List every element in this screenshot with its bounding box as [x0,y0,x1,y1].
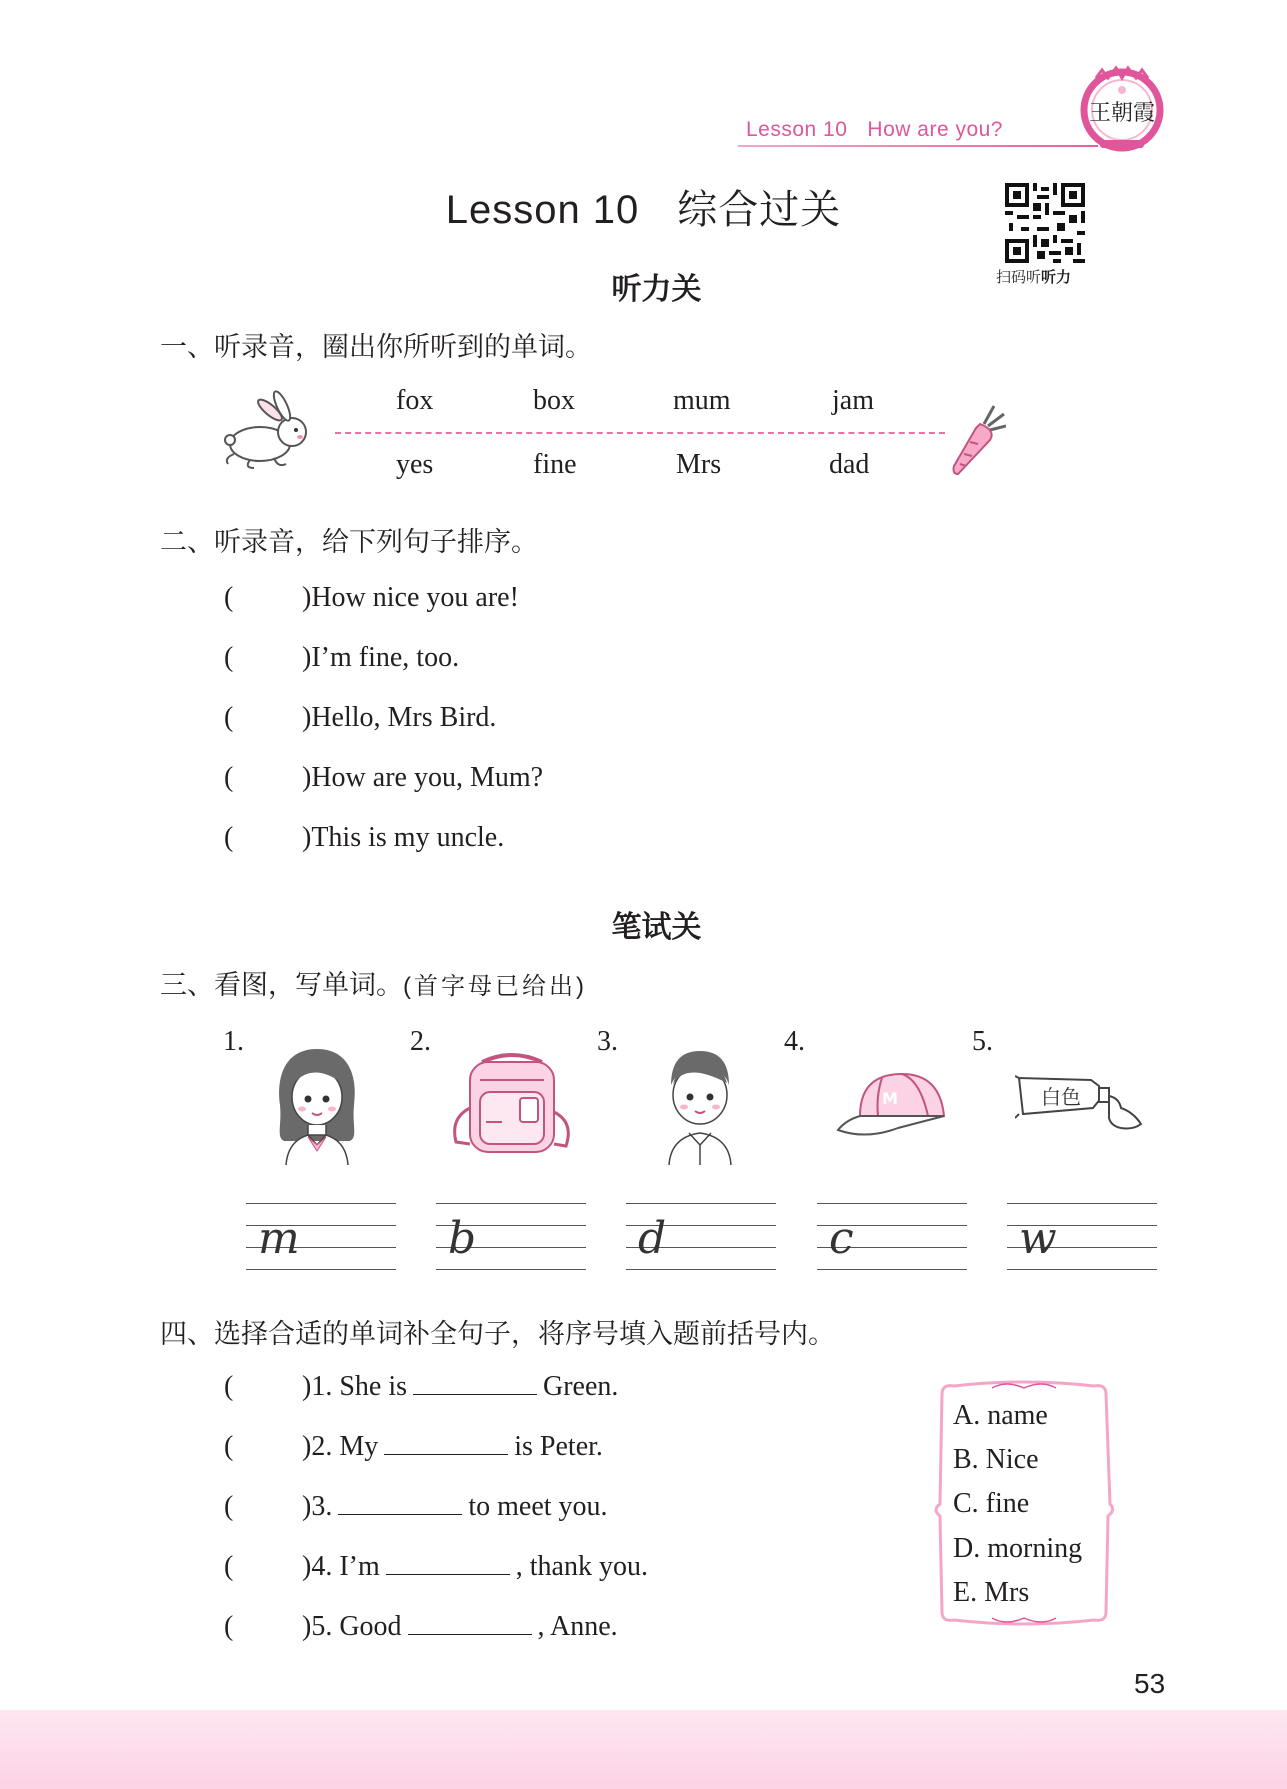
q1-word-bottom-3[interactable]: Mrs [676,449,722,480]
tube-label: 白色 [1041,1085,1081,1109]
q4-text-before: )4. I’m [302,1551,380,1582]
footer-band [0,1710,1287,1789]
q1-title: 一、听录音，圈出你所听到的单词。 [160,332,592,362]
qr-label-prefix: 扫码听 [996,269,1042,286]
brand-logo-icon [1074,60,1170,156]
given-letter: m [258,1213,300,1264]
answer-bracket[interactable]: ( [224,762,234,793]
q3-answer-line-4[interactable] [817,1203,967,1269]
q3-title-text: 三、看图，写单词。 [160,970,403,1000]
q3-answer-line-5[interactable] [1007,1203,1157,1269]
fill-blank[interactable] [408,1610,532,1635]
option-e: E. Mrs [953,1577,1030,1608]
page-number: 53 [1134,1668,1166,1699]
svg-text:M: M [882,1089,898,1108]
q3-num-2: 2. [410,1026,431,1057]
q3-answer-line-2[interactable] [436,1203,586,1269]
answer-bracket[interactable]: ( [224,1551,234,1582]
cap-picture-icon [836,1068,952,1144]
bracket-close: ) [302,642,312,673]
q4-text-after: Green. [543,1371,619,1402]
q3-num-5: 5. [972,1026,993,1057]
q4-row-3 [224,1490,608,1523]
q1-dashed-divider [335,432,945,434]
q1-word-bottom-4[interactable]: dad [829,449,870,480]
answer-bracket[interactable]: ( [224,582,234,613]
page-title [0,178,1287,235]
answer-bracket[interactable]: ( [224,822,234,853]
q3-num-3: 3. [597,1026,618,1057]
bracket-close: ) [302,762,312,793]
running-header [746,118,1003,142]
q4-title: 四、选择合适的单词补全句子，将序号填入题前括号内。 [160,1319,835,1349]
given-letter: w [1019,1213,1057,1264]
option-a: A. name [953,1400,1048,1431]
girl-picture-icon [272,1045,362,1165]
q4-row-4 [224,1550,648,1583]
q1-word-top-3[interactable]: mum [673,385,731,416]
answer-bracket[interactable]: ( [224,1491,234,1522]
q3-answer-line-1[interactable] [246,1203,396,1269]
given-letter: c [829,1213,854,1264]
schoolbag-picture-icon [446,1052,578,1158]
q3-title [160,963,587,1002]
q4-text-after: , thank you. [515,1551,648,1582]
given-letter: d [638,1213,667,1264]
header-subtitle: How are you? [867,118,1003,141]
q4-text-after: to meet you. [468,1491,608,1522]
q4-text-before: )3. [302,1491,333,1522]
rabbit-icon [220,388,316,470]
given-letter: b [448,1213,477,1264]
q4-text-after: , Anne. [537,1611,618,1642]
q2-sentence: This is my uncle. [311,822,505,853]
q3-answer-line-3[interactable] [626,1203,776,1269]
title-name: 综合过关 [677,188,842,232]
q4-text-after: is Peter. [514,1431,603,1462]
option-d: D. morning [953,1533,1083,1564]
q4-row-5 [224,1610,618,1643]
q2-row-1 [224,582,519,614]
q4-text-before: )1. She is [302,1371,407,1402]
fill-blank[interactable] [386,1550,510,1575]
answer-bracket[interactable]: ( [224,1611,234,1642]
q1-word-bottom-2[interactable]: fine [533,449,577,480]
q1-word-top-4[interactable]: jam [832,385,874,416]
q3-num-4: 4. [784,1026,805,1057]
answer-bracket[interactable]: ( [224,1371,234,1402]
bracket-close: ) [302,822,312,853]
header-rule [738,145,1098,147]
q3-num-1: 1. [223,1026,244,1057]
q2-sentence: I’m fine, too. [311,642,460,673]
listening-section-title: 听力关 [611,273,702,306]
writing-section-title: 笔试关 [611,911,702,944]
q4-row-1 [224,1370,618,1403]
fill-blank[interactable] [338,1490,462,1515]
q2-row-4 [224,762,543,794]
logo-text: 王朝霞 [1088,101,1156,126]
qr-label-strong: 听力 [1041,269,1072,286]
option-b: B. Nice [953,1444,1039,1475]
q4-text-before: )2. My [302,1431,379,1462]
paint-tube-picture-icon [1015,1068,1145,1144]
title-lesson: Lesson 10 [445,188,640,232]
q2-sentence: Hello, Mrs Bird. [311,702,497,733]
bracket-close: ) [302,582,312,613]
q2-row-2 [224,642,459,674]
q2-sentence: How are you, Mum? [311,762,544,793]
header-lesson: Lesson 10 [746,118,848,141]
carrot-icon [950,404,1006,476]
q1-word-top-1[interactable]: fox [396,385,434,416]
q4-text-before: )5. Good [302,1611,402,1642]
q2-sentence: How nice you are! [311,582,519,613]
answer-bracket[interactable]: ( [224,642,234,673]
option-c: C. fine [953,1488,1030,1519]
qr-code-icon[interactable] [1005,183,1085,263]
q2-title: 二、听录音，给下列句子排序。 [160,527,538,557]
q4-row-2 [224,1430,603,1463]
fill-blank[interactable] [413,1370,537,1395]
q1-word-top-2[interactable]: box [533,385,575,416]
q2-row-5 [224,822,504,854]
q2-row-3 [224,702,496,734]
answer-bracket[interactable]: ( [224,1431,234,1462]
q3-hint: (首字母已给出) [403,973,587,1000]
q1-word-bottom-1[interactable]: yes [396,449,434,480]
boy-picture-icon [655,1045,745,1165]
fill-blank[interactable] [384,1430,508,1455]
answer-bracket[interactable]: ( [224,702,234,733]
bracket-close: ) [302,702,312,733]
